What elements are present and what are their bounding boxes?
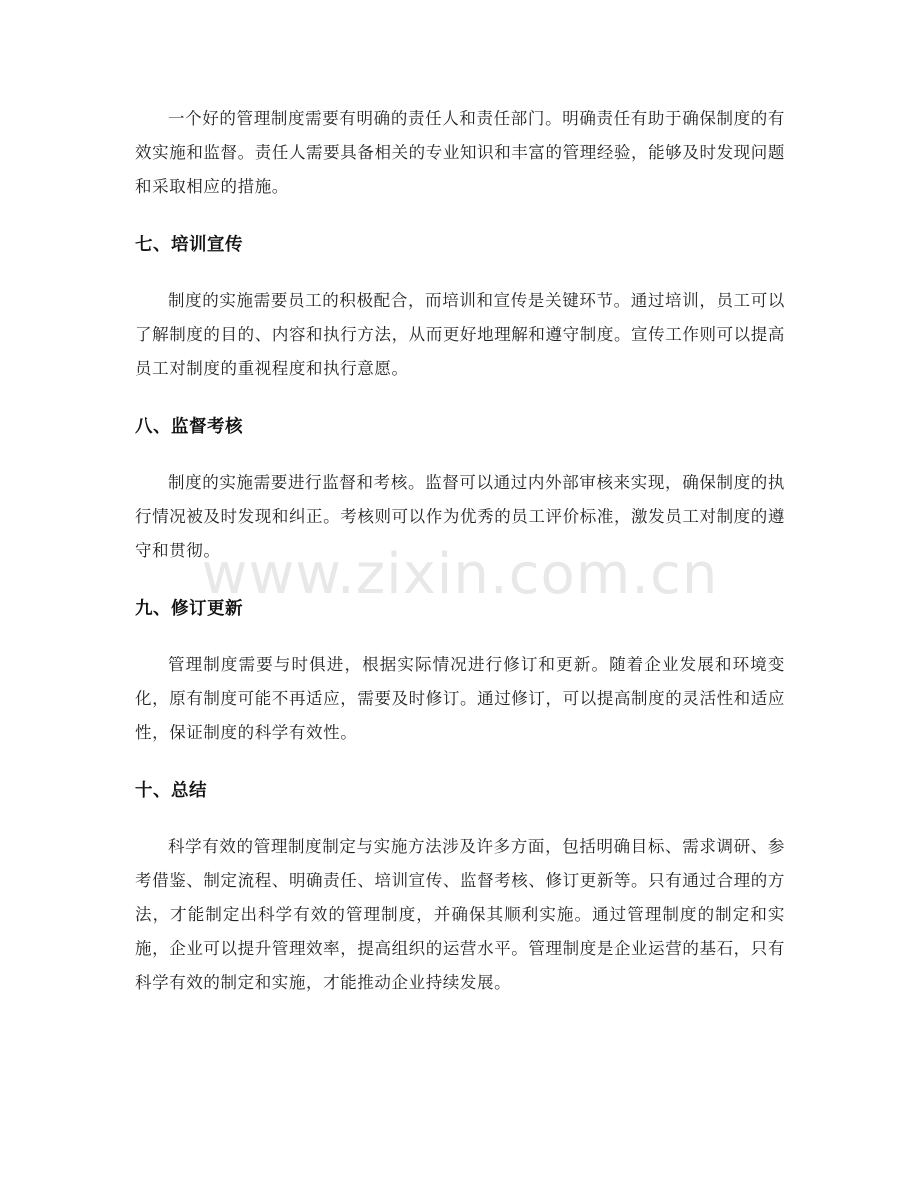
section-paragraph-training: 制度的实施需要员工的积极配合，而培训和宣传是关键环节。通过培训，员工可以了解制度的目的、内容和执行方法，从而更好地理解和遵守制度。宣传工作则可以提高员工对制度的重视程度和执行意愿。 <box>135 291 785 378</box>
section-heading-summary: 十、总结 <box>135 781 207 801</box>
document-body <box>135 102 785 1000</box>
section-heading-supervision: 八、监督考核 <box>135 417 243 437</box>
section-paragraph-supervision: 制度的实施需要进行监督和考核。监督可以通过内外部审核来实现，确保制度的执行情况被及时发现和纠正。考核则可以作为优秀的员工评价标准，激发员工对制度的遵守和贯彻。 <box>135 473 785 560</box>
watermark-text: www.zixin.com.cn <box>201 542 719 607</box>
section-heading-training: 七、培训宣传 <box>135 235 243 255</box>
intro-paragraph: 一个好的管理制度需要有明确的责任人和责任部门。明确责任有助于确保制度的有效实施和监督。责任人需要具备相关的专业知识和丰富的管理经验，能够及时发现问题和采取相应的措施。 <box>135 109 785 196</box>
section-paragraph-summary: 科学有效的管理制度制定与实施方法涉及许多方面，包括明确目标、需求调研、参考借鉴、制定流程、明确责任、培训宣传、监督考核、修订更新等。只有通过合理的方法，才能制定出科学有效的管理制度，并确保其顺利实施。通过管理制度的制定和实施，企业可以提升管理效率，提高组织的运营水平。管理制度是企业运营的基石，只有科学有效的制定和实施，才能推动企业持续发展。 <box>135 837 785 992</box>
section-heading-revision: 九、修订更新 <box>135 599 243 619</box>
section-paragraph-revision: 管理制度需要与时俱进，根据实际情况进行修订和更新。随着企业发展和环境变化，原有制度可能不再适应，需要及时修订。通过修订，可以提高制度的灵活性和适应性，保证制度的科学有效性。 <box>135 655 785 742</box>
